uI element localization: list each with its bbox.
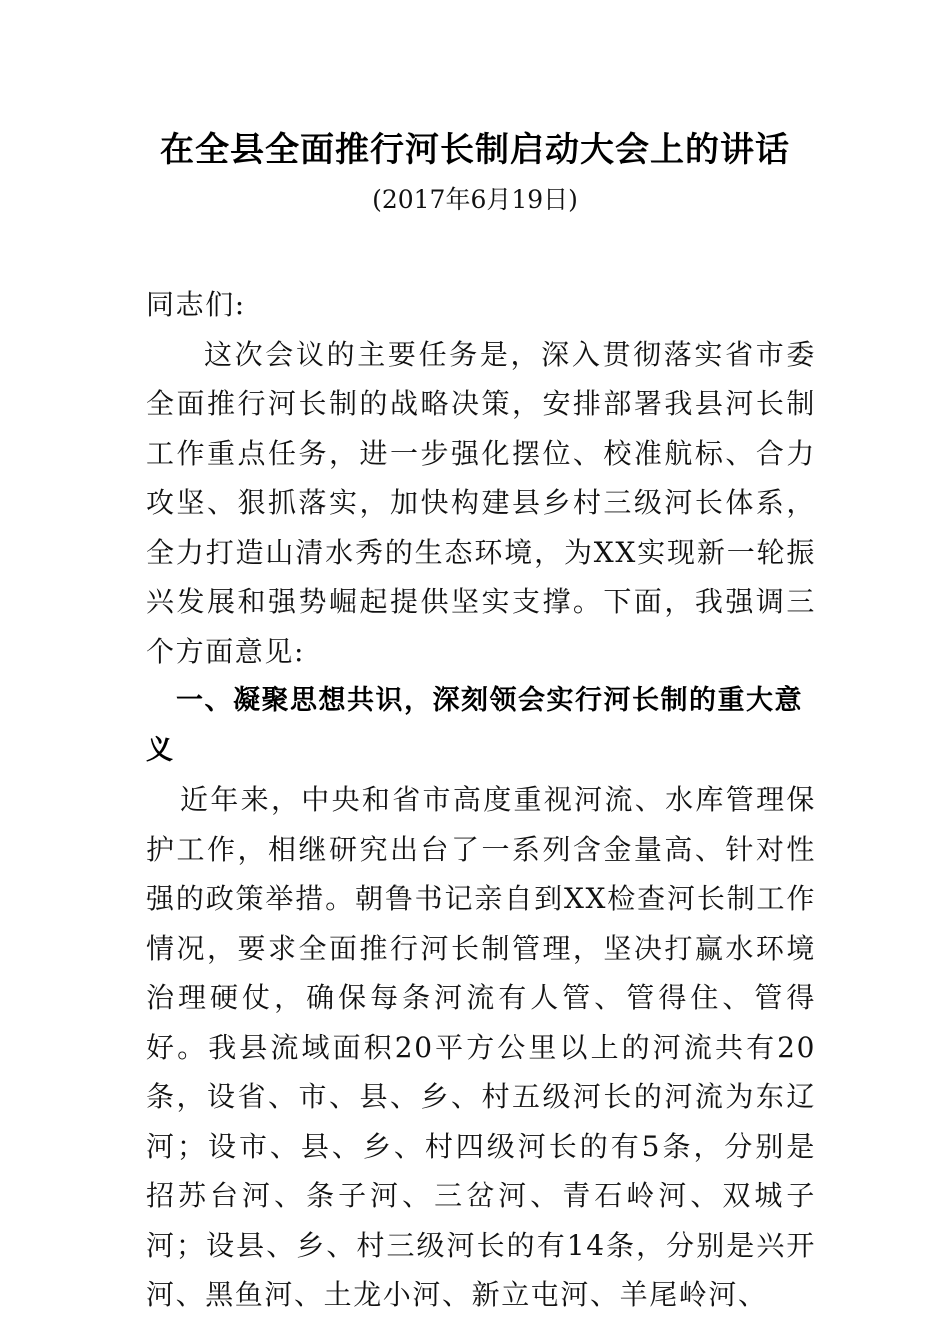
salutation: 同志们: (146, 288, 246, 321)
intro-paragraph: 这次会议的主要任务是，深入贯彻落实省市委全面推行河长制的战略决策，安排部署我县河长制工作重点任务，进一步强化摆位、校准航标、合力攻坚、狠抓落实，加快构建县乡村三级河长体系，全力打造山清水秀的生态环境，为XX实现新一轮振兴发展和强势崛起提供坚实支撑。下面，我强调三个方面意见: (146, 337, 816, 668)
section-heading: 一、凝聚思想共识，深刻领会实行河长制的重大意义 (146, 685, 803, 766)
document-title: 在全县全面推行河长制启动大会上的讲话 (160, 130, 790, 170)
document-body (146, 280, 816, 1320)
document-date: (2017年6月19日) (372, 185, 578, 214)
body-paragraph: 近年来，中央和省市高度重视河流、水库管理保护工作，相继研究出台了一系列含金量高、针对性强的政策举措。朝鲁书记亲自到XX检查河长制工作情况，要求全面推行河长制管理，坚决打赢水环境治理硬仗，确保每条河流有人管、管得住、管得好。我县流域面积20平方公里以上的河流共有20条，设省、市、县、乡、村五级河长的河流为东辽河；设市、县、乡、村四级河长的有5条，分别是招苏台河、条子河、三岔河、青石岭河、双城子河；设县、乡、村三级河长的有14条，分别是兴开河、黑鱼河、土龙小河、新立屯河、羊尾岭河、 (146, 783, 816, 1311)
